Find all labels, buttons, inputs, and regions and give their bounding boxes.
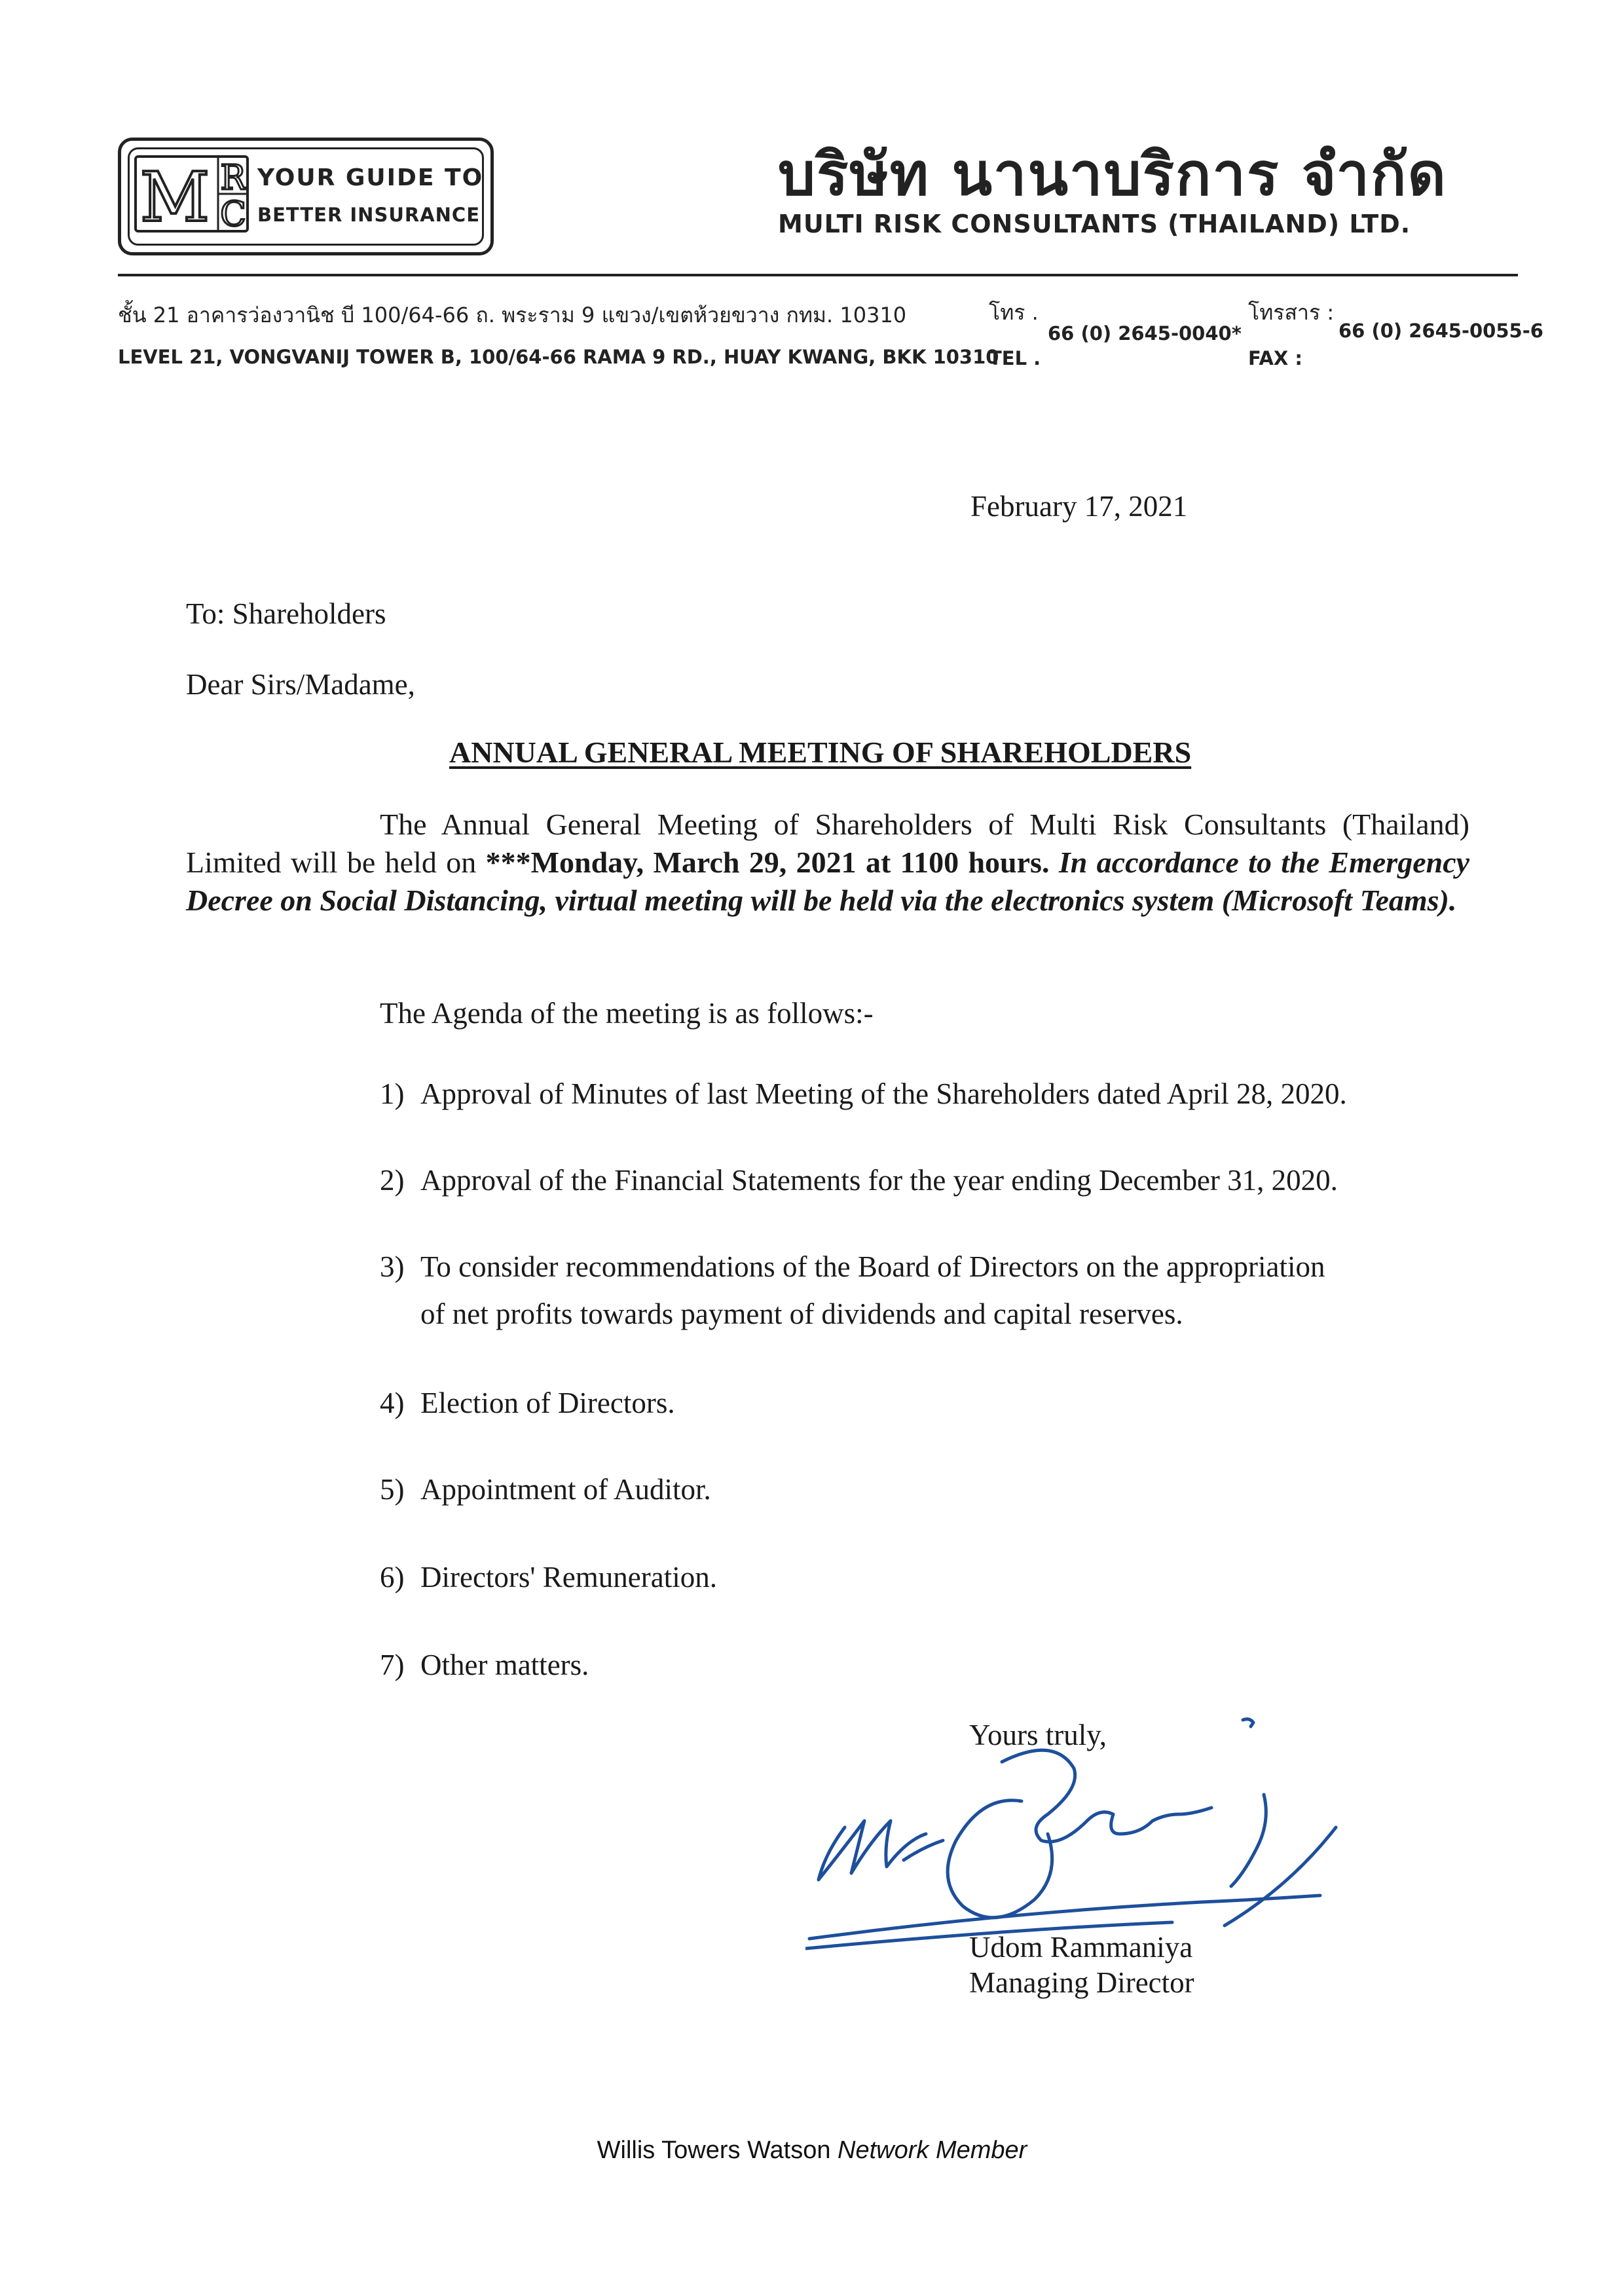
- company-name-thai: บริษัท นานาบริการ จำกัด: [778, 140, 1447, 209]
- tel-number: 66 (0) 2645-0040*: [1048, 322, 1242, 345]
- logo-tagline-1: YOUR GUIDE TO: [257, 164, 484, 191]
- svg-text:R: R: [220, 159, 246, 198]
- footer-network-member: Network Member: [838, 2136, 1027, 2164]
- fax-label-thai: โทรสาร :: [1248, 300, 1335, 325]
- agenda-text: Approval of Minutes of last Meeting of the Shareholders dated April 28, 2020.: [420, 1077, 1347, 1110]
- logo-tagline-2: BETTER INSURANCE: [257, 204, 481, 226]
- meeting-datetime: ***Monday, March 29, 2021 at 1100 hours.: [485, 846, 1050, 879]
- salutation: Dear Sirs/Madame,: [186, 668, 415, 701]
- agenda-number: 5): [380, 1473, 405, 1506]
- letterhead-divider: [118, 274, 1518, 276]
- agenda-number: 6): [380, 1561, 405, 1594]
- agenda-number: 2): [380, 1164, 405, 1197]
- closing: Yours truly,: [969, 1719, 1107, 1751]
- agenda-text: Directors' Remuneration.: [420, 1561, 717, 1594]
- signer-title: Managing Director: [969, 1966, 1194, 1999]
- agenda-number: 4): [380, 1387, 405, 1419]
- footer-company: Willis Towers Watson: [597, 2136, 831, 2164]
- company-name-english: MULTI RISK CONSULTANTS (THAILAND) LTD.: [778, 210, 1411, 238]
- address-thai: ชั้น 21 อาคารว่องวานิช บี 100/64-66 ถ. พระราม 9 แขวง/เขตห้วยขวาง กทม. 10310: [118, 303, 907, 327]
- svg-text:C: C: [220, 195, 246, 233]
- agenda-text: Appointment of Auditor.: [420, 1473, 711, 1506]
- recipient-line: To: Shareholders: [186, 597, 386, 630]
- fax-label-english: FAX :: [1248, 347, 1302, 369]
- agenda-number: 7): [380, 1649, 405, 1681]
- agenda-text-continued: of net profits towards payment of dividends and capital reserves.: [420, 1297, 1183, 1330]
- svg-text:M: M: [139, 157, 210, 233]
- company-logo: [118, 138, 494, 255]
- intro-paragraph: [186, 806, 1469, 920]
- agenda-text: Other matters.: [420, 1649, 589, 1681]
- intro-text: The Annual General Meeting of Shareholders of Multi Risk Consultants (Thailand) Limited will be held on: [186, 808, 1469, 879]
- virtual-meeting-note: In accordance to the Emergency Decree on Social Distancing, virtual meeting will be held via the electronics system (Microsoft Teams).: [186, 846, 1470, 917]
- address-english: LEVEL 21, VONGVANIJ TOWER B, 100/64-66 RAMA 9 RD., HUAY KWANG, BKK 10310: [118, 346, 999, 368]
- footer-network: [0, 2136, 1624, 2165]
- letter-date: February 17, 2021: [970, 490, 1188, 523]
- letter-heading: ANNUAL GENERAL MEETING OF SHAREHOLDERS: [449, 736, 1192, 769]
- agenda-intro: The Agenda of the meeting is as follows:-: [380, 997, 874, 1030]
- tel-label-thai: โทร .: [989, 300, 1039, 325]
- agenda-number: 3): [380, 1250, 405, 1283]
- agenda-text: Election of Directors.: [420, 1387, 675, 1419]
- signer-name: Udom Rammaniya: [969, 1931, 1193, 1964]
- mrc-logo-mark: [134, 155, 249, 233]
- agenda-number: 1): [380, 1077, 405, 1110]
- agenda-text: Approval of the Financial Statements for the year ending December 31, 2020.: [420, 1164, 1338, 1197]
- fax-number: 66 (0) 2645-0055-6: [1338, 320, 1543, 342]
- agenda-text: To consider recommendations of the Board of Directors on the appropriation: [420, 1250, 1325, 1283]
- tel-label-english: TEL .: [989, 347, 1041, 369]
